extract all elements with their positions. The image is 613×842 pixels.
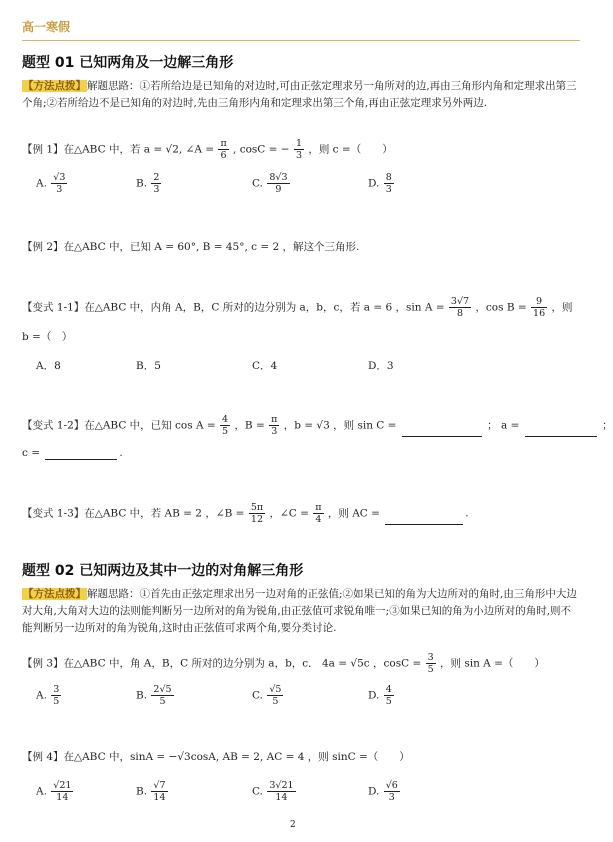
- variant-1-1-option-c[interactable]: C．4: [252, 360, 278, 372]
- variant-1-1-stem: 【变式 1-1】在△ABC 中，内角 A，B，C 所对的边分别为 a，b，c，若 a = 6 ，sin A = $\frac{3√7}{8}$ ，cos B = $\frac{9}{16}$ ，则: [22, 296, 573, 319]
- page-header-title: 高一寒假: [22, 20, 71, 34]
- method-tag: 【方法点拨】: [23, 80, 86, 92]
- section-2-tip: [22, 586, 578, 637]
- example-1-option-a[interactable]: A. $\frac{√3}{3}$: [36, 172, 66, 195]
- example-1-stem: 【例 1】在△ABC 中，若 a = √2, ∠A = $\frac{\pi}{6}$ , cosC = − $\frac{1}{3}$ ，则 c =（ ）: [22, 138, 393, 161]
- section-2-tip-body: 解题思路：①首先由正弦定理求出另一边对角的正弦值;②如果已知的角为大边所对的角时,由三角形中大边对大角,大角对大边的法则能判断另一边所对的角为锐角,由正弦值可求锐角唯一;③如果已知的角为小边所对的角时,则不能判断另一边所对的角为锐角,这时由正弦值可求两个角,要分类讨论.: [22, 588, 577, 634]
- variant-1-1-line2: b =（ ）: [22, 331, 73, 343]
- example-4-option-a[interactable]: A. $\frac{√21}{14}$: [36, 780, 72, 803]
- example-1-option-c[interactable]: C. $\frac{8√3}{9}$: [252, 172, 288, 195]
- variant-1-2-line2: c = .: [22, 447, 123, 459]
- example-3-option-b[interactable]: B. $\frac{2√5}{5}$: [136, 684, 172, 707]
- variant-1-1-option-b[interactable]: B．5: [136, 360, 161, 372]
- example-1-option-b[interactable]: B. $\frac{2}{3}$: [136, 172, 160, 195]
- section-1-title: 题型 01 已知两角及一边解三角形: [22, 55, 234, 71]
- variant-1-1-option-d[interactable]: D．3: [368, 360, 394, 372]
- variant-1-2-stem: 【变式 1-2】在△ABC 中，已知 cos A = $\frac{4}{5}$ ，B = $\frac{\pi}{3}$ ，b = √3 ，则 sin C = ； a = ；: [22, 414, 613, 437]
- fraction: $\frac{\pi}{6}$: [220, 138, 227, 161]
- header-divider: [22, 40, 580, 41]
- example-3-option-c[interactable]: C. $\frac{√5}{5}$: [252, 684, 282, 707]
- fraction: $\frac{9}{16}$: [533, 296, 546, 319]
- answer-blank-sinc[interactable]: [402, 436, 482, 437]
- example-4-option-d[interactable]: D. $\frac{√6}{3}$: [368, 780, 398, 803]
- example-4-option-b[interactable]: B. $\frac{√7}{14}$: [136, 780, 166, 803]
- example-3-option-a[interactable]: A. $\frac{3}{5}$: [36, 684, 60, 707]
- fraction: $\frac{\pi}{4}$: [315, 502, 322, 525]
- fraction: $\frac{4}{5}$: [222, 414, 229, 437]
- fraction: $\frac{3√7}{8}$: [450, 296, 470, 319]
- answer-blank-a[interactable]: [525, 436, 597, 437]
- method-tag: 【方法点拨】: [23, 588, 86, 600]
- example-1-option-d[interactable]: D. $\frac{8}{3}$: [368, 172, 392, 195]
- section-1-tip-body: 解题思路：①若所给边是已知角的对边时,可由正弦定理求另一角所对的边,再由三角形内角和定理求出第三个角;②若所给边不是已知角的对边时,先由三角形内角和定理求出第三个角,再由正弦定理求另外两边.: [22, 80, 577, 109]
- fraction: $\frac{5\pi}{12}$: [250, 502, 264, 525]
- example-3-stem: 【例 3】在△ABC 中，角 A，B，C 所对的边分别为 a，b，c． 4a = √5c ，cosC = $\frac{3}{5}$ ，则 sin A =（ ）: [22, 652, 545, 675]
- variant-1-1-option-a[interactable]: A．8: [36, 360, 61, 372]
- example-4-option-c[interactable]: C. $\frac{3√21}{14}$: [252, 780, 294, 803]
- answer-blank-ac[interactable]: [385, 524, 463, 525]
- example-4-stem: 【例 4】在△ABC 中，sinA = −√3cosA, AB = 2, AC = 4 ，则 sinC =（ ）: [22, 751, 410, 763]
- example-2-stem: 【例 2】在△ABC 中，已知 A = 60°, B = 45°, c = 2 ，解这个三角形.: [22, 241, 360, 253]
- fraction: $\frac{\pi}{3}$: [271, 414, 278, 437]
- example-3-option-d[interactable]: D. $\frac{4}{5}$: [368, 684, 392, 707]
- fraction: $\frac{3}{5}$: [427, 652, 434, 675]
- section-2-title: 题型 02 已知两边及其中一边的对角解三角形: [22, 563, 304, 579]
- page-number: 2: [290, 820, 296, 830]
- section-1-tip: [22, 78, 578, 112]
- variant-1-3-stem: 【变式 1-3】在△ABC 中，若 AB = 2 ，∠B = $\frac{5\pi}{12}$ ，∠C = $\frac{\pi}{4}$ ，则 AC = .: [22, 502, 469, 525]
- answer-blank-c[interactable]: [45, 459, 117, 460]
- fraction: $\frac{1}{3}$: [295, 138, 302, 161]
